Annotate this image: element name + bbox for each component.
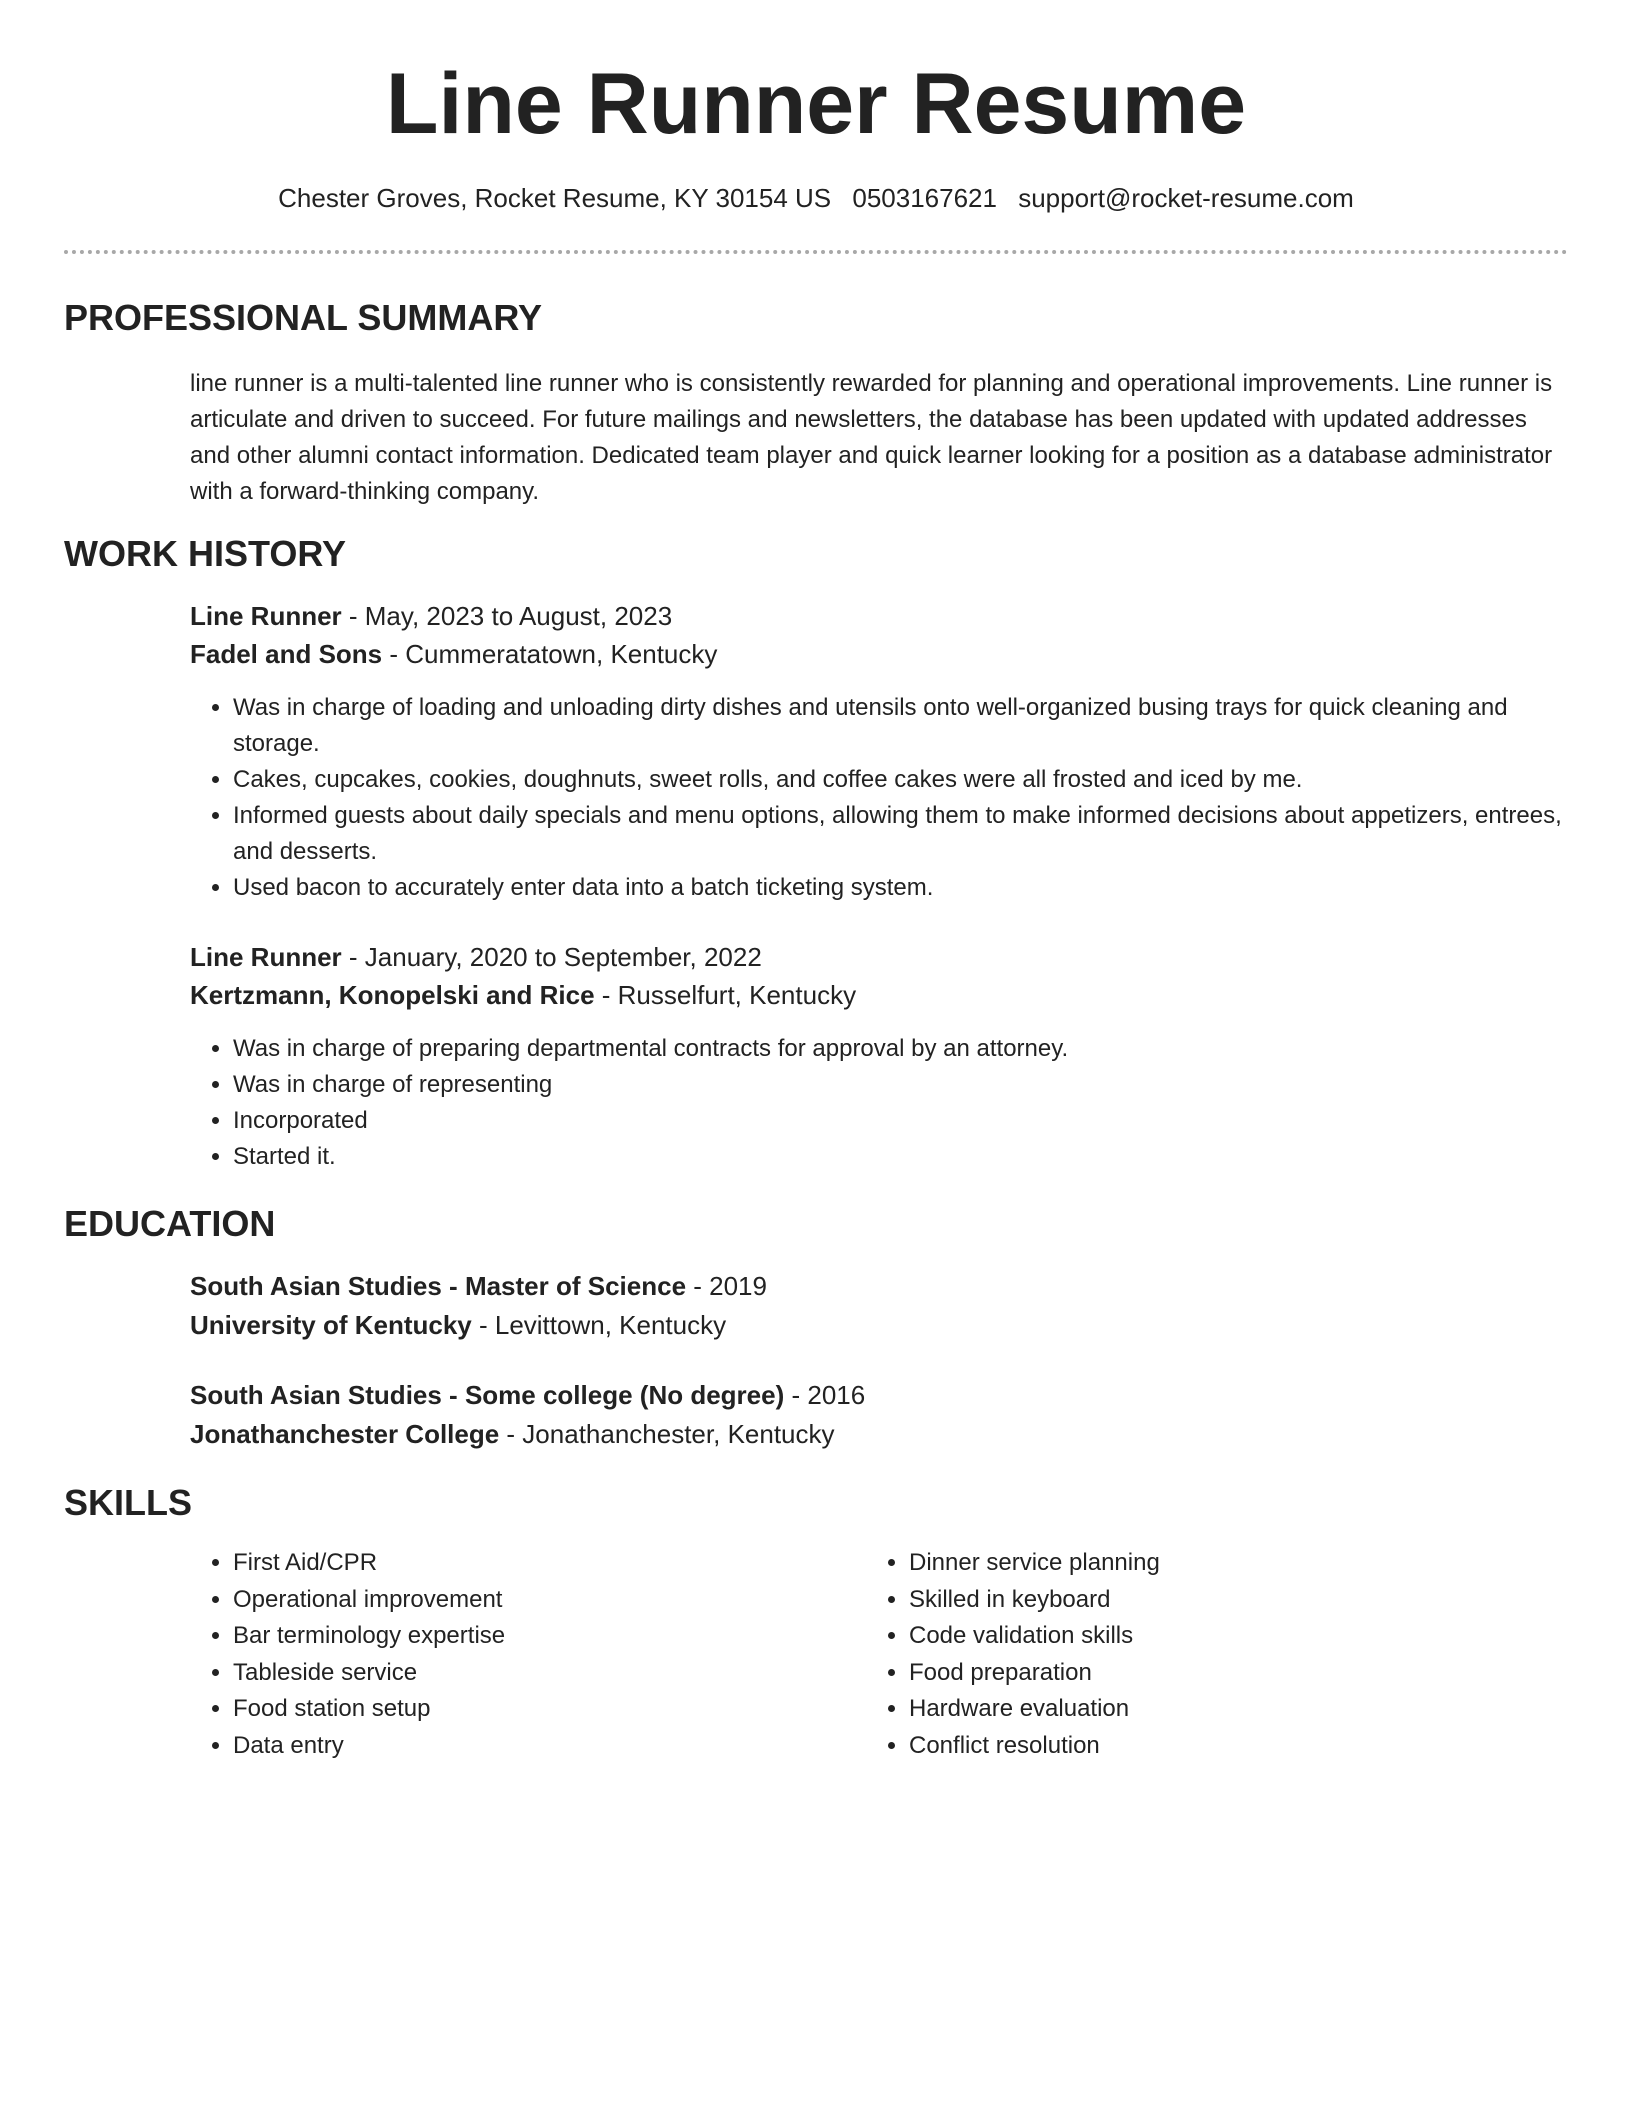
- list-item: • Started it.: [233, 1139, 1570, 1175]
- job-1-dates: - May, 2023 to August, 2023: [341, 601, 673, 631]
- job-2-location: - Russelfurt, Kentucky: [594, 980, 857, 1010]
- skills-list-left: [190, 1545, 850, 1764]
- list-item: • Dinner service planning: [909, 1545, 1566, 1582]
- list-item: • Incorporated: [233, 1103, 1570, 1139]
- education-1-year: - 2019: [686, 1271, 767, 1301]
- education-1-school: University of Kentucky: [190, 1310, 472, 1340]
- education-2-degree: South Asian Studies - Some college (No degree): [190, 1380, 785, 1410]
- list-item: • Used bacon to accurately enter data into a batch ticketing system.: [233, 870, 1570, 906]
- list-item: • Operational improvement: [233, 1582, 850, 1619]
- job-1-location: - Cummeratatown, Kentucky: [382, 639, 718, 669]
- education-2-school: Jonathanchester College: [190, 1419, 500, 1449]
- education-1-degree: South Asian Studies - Master of Science: [190, 1271, 687, 1301]
- list-item: • Code validation skills: [909, 1618, 1566, 1655]
- education-2-school-line: [190, 1415, 835, 1453]
- education-1-location: - Levittown, Kentucky: [471, 1310, 727, 1340]
- job-1-title-line: [190, 597, 672, 635]
- list-item: • Tableside service: [233, 1655, 850, 1692]
- list-item: • First Aid/CPR: [233, 1545, 850, 1582]
- job-1-company-line: [190, 635, 717, 673]
- job-1-company: Fadel and Sons: [190, 639, 383, 669]
- education-2-degree-line: [190, 1376, 865, 1414]
- list-item: • Was in charge of representing: [233, 1067, 1570, 1103]
- list-item: • Was in charge of loading and unloading dirty dishes and utensils onto well-organized busing trays for quick cleaning and storage.: [233, 690, 1570, 762]
- job-2-title-line: [190, 938, 762, 976]
- work-history-heading: WORK HISTORY: [64, 533, 347, 574]
- summary-heading: PROFESSIONAL SUMMARY: [64, 297, 543, 338]
- job-1-bullets: [190, 690, 1570, 906]
- job-2-dates: - January, 2020 to September, 2022: [341, 942, 762, 972]
- list-item: • Food preparation: [909, 1655, 1566, 1692]
- list-item: • Food station setup: [233, 1691, 850, 1728]
- education-1-degree-line: [190, 1267, 767, 1305]
- skills-heading: SKILLS: [64, 1482, 193, 1523]
- education-2-year: - 2016: [784, 1380, 866, 1410]
- list-item: • Skilled in keyboard: [909, 1582, 1566, 1619]
- contact-email: support@rocket-resume.com: [1018, 183, 1354, 213]
- education-2-location: - Jonathanchester, Kentucky: [499, 1419, 835, 1449]
- job-2-company-line: [190, 976, 856, 1014]
- resume-title: Line Runner Resume: [385, 56, 1247, 152]
- list-item: • Was in charge of preparing departmental contracts for approval by an attorney.: [233, 1031, 1570, 1067]
- list-item: • Bar terminology expertise: [233, 1618, 850, 1655]
- job-2-company: Kertzmann, Konopelski and Rice: [190, 980, 595, 1010]
- job-2-title: Line Runner: [190, 942, 342, 972]
- list-item: • Informed guests about daily specials and menu options, allowing them to make informed decisions about appetizers, entrees, and desserts.: [233, 798, 1570, 870]
- contact-line: [0, 180, 1632, 216]
- summary-text: line runner is a multi-talented line runner who is consistently rewarded for planning and operational improvements. Line runner is articulate and driven to succeed. For future mailings and newsletters, the database has been updated with updated addresses and other alumni contact information. Dedicated team player and quick learner looking for a position as a database administrator with a forward-thinking company.: [190, 370, 1553, 505]
- education-heading: EDUCATION: [64, 1203, 276, 1244]
- header-divider: [64, 250, 1568, 254]
- education-1-school-line: [190, 1306, 726, 1344]
- job-1-title: Line Runner: [190, 601, 342, 631]
- list-item: • Cakes, cupcakes, cookies, doughnuts, sweet rolls, and coffee cakes were all frosted and iced by me.: [233, 762, 1570, 798]
- contact-phone: 0503167621: [852, 183, 997, 213]
- list-item: • Hardware evaluation: [909, 1691, 1566, 1728]
- contact-address: Chester Groves, Rocket Resume, KY 30154 US: [278, 183, 832, 213]
- list-item: • Data entry: [233, 1728, 850, 1765]
- list-item: • Conflict resolution: [909, 1728, 1566, 1765]
- job-2-bullets: [190, 1031, 1570, 1175]
- skills-list-right: [866, 1545, 1566, 1764]
